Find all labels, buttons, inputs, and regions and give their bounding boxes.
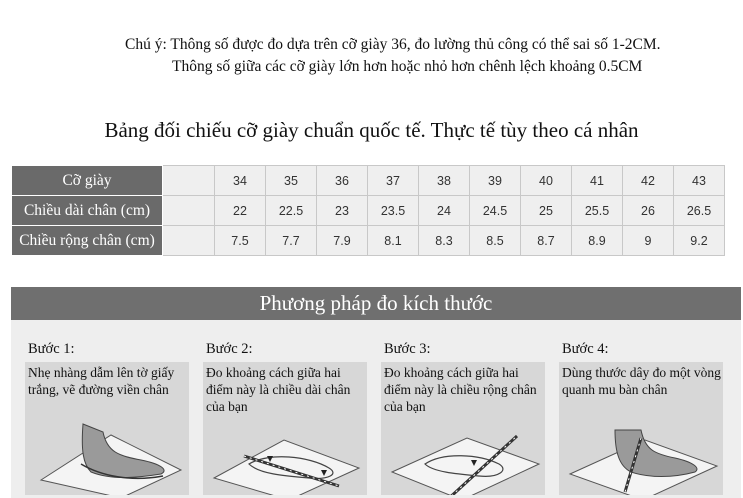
foot-width-ruler-icon (367, 360, 545, 495)
table-cell: 7.7 (266, 226, 317, 256)
table-cell: 22 (215, 196, 266, 226)
size-chart-table (11, 165, 725, 256)
table-cell: 23 (317, 196, 368, 226)
table-cell: 35 (266, 166, 317, 196)
table-cell: 8.7 (521, 226, 572, 256)
step-text: Đo khoảng cách giữa hai điểm này là chiều dài chân của bạn (206, 365, 351, 414)
table-cell: 37 (368, 166, 419, 196)
table-cell: 34 (215, 166, 266, 196)
table-cell: 36 (317, 166, 368, 196)
tape-around-foot-icon (545, 360, 723, 495)
size-table-title: Bảng đối chiếu cỡ giày chuẩn quốc tế. Thực tế tùy theo cá nhân (104, 118, 639, 142)
step-4 (545, 320, 723, 498)
table-cell: 8.9 (572, 226, 623, 256)
table-cell: 42 (623, 166, 674, 196)
note-line-1: Chú ý: Thông số được đo dựa trên cỡ giày 36, đo lường thủ công có thể sai số 1-2CM. (125, 36, 661, 53)
table-cell: 25.5 (572, 196, 623, 226)
table-cell: 26.5 (674, 196, 725, 226)
table-cell: 38 (419, 166, 470, 196)
step-label: Bước 1: (28, 341, 75, 357)
size-table-row (12, 166, 725, 196)
method-title: Phương pháp đo kích thước (11, 287, 741, 320)
measurement-note (125, 34, 661, 78)
table-cell: 24 (419, 196, 470, 226)
table-cell: 40 (521, 166, 572, 196)
table-cell: 26 (623, 196, 674, 226)
step-text: Đo khoảng cách giữa hai điểm này là chiều rộng chân của bạn (384, 365, 537, 414)
table-cell: 8.1 (368, 226, 419, 256)
table-cell: 9.2 (674, 226, 725, 256)
size-table-row (12, 226, 725, 256)
step-2 (189, 320, 367, 498)
step-label: Bước 2: (206, 341, 253, 357)
foot-length-ruler-icon (189, 360, 367, 495)
measurement-method-panel (11, 287, 741, 498)
row-header: Cỡ giày (12, 166, 163, 196)
blank-cell (163, 166, 215, 196)
row-header: Chiều dài chân (cm) (12, 196, 163, 226)
step-text: Nhẹ nhàng dẫm lên tờ giấy trắng, vẽ đường viền chân (28, 365, 175, 397)
note-line-2: Thông số giữa các cỡ giày lớn hơn hoặc nhỏ hơn chênh lệch khoảng 0.5CM (172, 58, 643, 75)
table-cell: 8.5 (470, 226, 521, 256)
table-cell: 9 (623, 226, 674, 256)
row-header: Chiều rộng chân (cm) (12, 226, 163, 256)
table-cell: 24.5 (470, 196, 521, 226)
step-text: Dùng thước dây đo một vòng quanh mu bàn chân (562, 365, 721, 397)
size-table-row (12, 196, 725, 226)
table-cell: 8.3 (419, 226, 470, 256)
table-cell: 7.9 (317, 226, 368, 256)
step-label: Bước 3: (384, 341, 431, 357)
table-cell: 43 (674, 166, 725, 196)
table-cell: 23.5 (368, 196, 419, 226)
step-1 (11, 320, 189, 498)
foot-on-paper-icon (11, 360, 189, 495)
table-cell: 7.5 (215, 226, 266, 256)
table-cell: 25 (521, 196, 572, 226)
table-cell: 22.5 (266, 196, 317, 226)
step-label: Bước 4: (562, 341, 609, 357)
table-cell: 41 (572, 166, 623, 196)
blank-cell (163, 196, 215, 226)
step-3 (367, 320, 545, 498)
blank-cell (163, 226, 215, 256)
table-cell: 39 (470, 166, 521, 196)
